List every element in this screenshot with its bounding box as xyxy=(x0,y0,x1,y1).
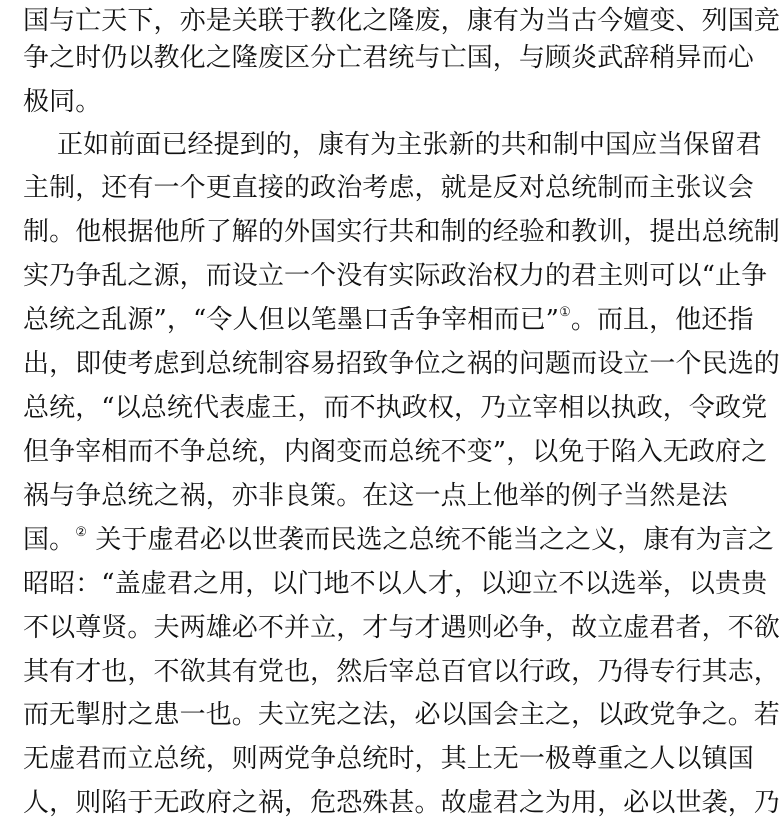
text-segment: 关于虚君必以世袭而民选之总统不能当之之义，康有为言之 xyxy=(86,525,774,555)
text-line: 主制，还有一个更直接的政治考虑，就是反对总统制而主张议会 xyxy=(23,173,754,203)
footnote-marker[interactable]: ② xyxy=(75,525,87,541)
text-line: 不以尊贤。夫两雄必不并立，才与才遇则必争，故立虚君者，不欲 xyxy=(23,613,780,643)
text-line: 正如前面已经提到的，康有为主张新的共和制中国应当保留君 xyxy=(57,130,762,160)
footnote-marker[interactable]: ① xyxy=(559,305,571,321)
text-line: 而无掣肘之患一也。夫立宪之法，必以国会主之，以政党争之。若 xyxy=(23,700,780,730)
text-line: 实乃争乱之源，而设立一个没有实际政治权力的君主则可以“止争 xyxy=(23,261,768,291)
text-line: 国与亡天下，亦是关联于教化之隆废，康有为当古今嬗变、列国竞 xyxy=(23,6,780,36)
text-segment: 。而且，他还指 xyxy=(570,305,754,335)
text-line: 昭昭：“盖虚君之用，以门地不以人才，以迎立不以选举，以贵贵 xyxy=(23,569,768,599)
text-line xyxy=(23,522,774,558)
text-line: 极同。 xyxy=(23,87,102,117)
text-line: 其有才也，不欲其有党也，然后宰总百官以行政，乃得专行其志， xyxy=(23,657,780,687)
text-line: 制。他根据他所了解的外国实行共和制的经验和教训，提出总统制 xyxy=(23,217,780,247)
text-line: 人，则陷于无政府之祸，危恐殊甚。故虚君之为用，必以世袭，乃 xyxy=(23,788,780,818)
text-line: 祸与争总统之祸，亦非良策。在这一点上他举的例子当然是法 xyxy=(23,481,728,511)
text-segment: 国。 xyxy=(23,525,76,555)
text-line: 无虚君而立总统，则两党争总统时，其上无一极尊重之人以镇国 xyxy=(23,744,754,774)
text-line: 争之时仍以教化之隆废区分亡君统与亡国，与顾炎武辞稍异而心 xyxy=(23,43,754,73)
text-line: 但争宰相而不争总统，内阁变而总统不变”，以免于陷入无政府之 xyxy=(23,437,768,467)
text-line: 总统，“以总统代表虚王，而不执政权，乃立宰相以执政，令政党 xyxy=(23,393,768,423)
text-line xyxy=(23,302,754,338)
text-line: 出，即使考虑到总统制容易招致争位之祸的问题而设立一个民选的 xyxy=(23,349,780,379)
text-segment: 总统之乱源”，“令人但以笔墨口舌争宰相而已” xyxy=(23,305,560,335)
